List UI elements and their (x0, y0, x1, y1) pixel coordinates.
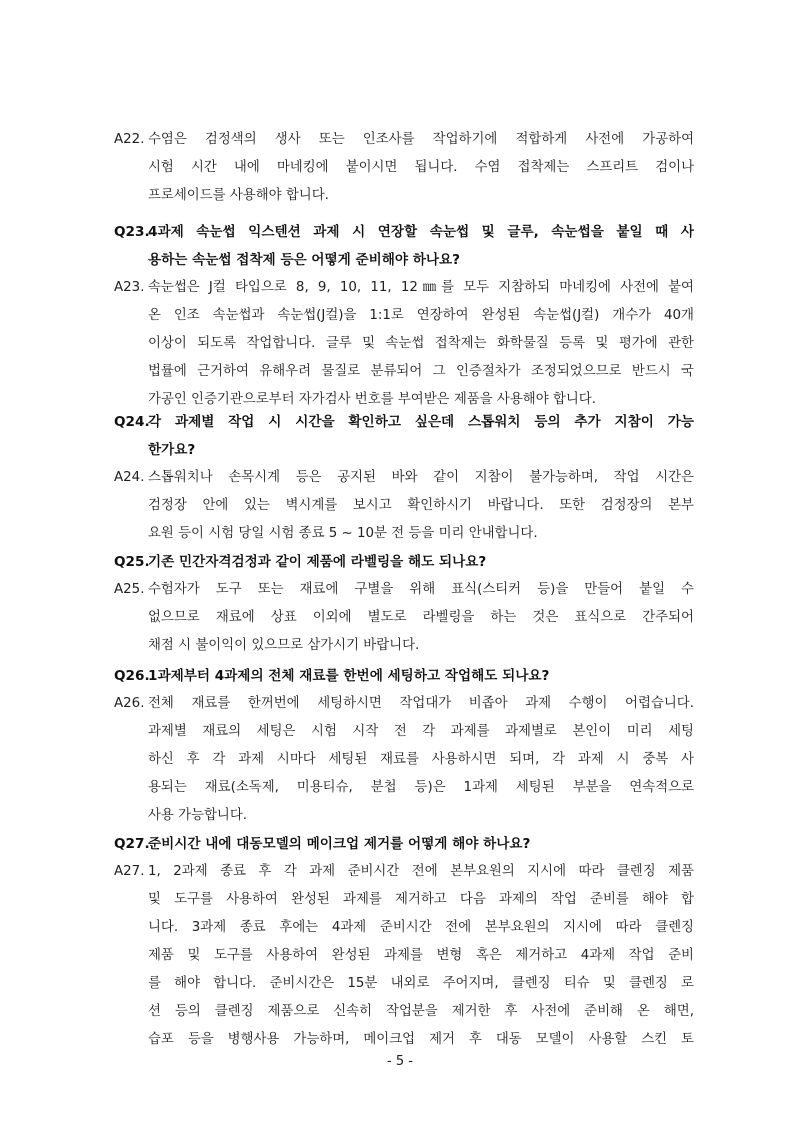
answer-line (114, 632, 694, 660)
answer-text: 법률에 근거하여 유해우려 물질로 분류되어 그 인증절차가 조정되었으므로 반드시 국 (148, 364, 694, 379)
answer-line (114, 126, 694, 154)
question-line (114, 218, 694, 246)
answer-label: A23. (114, 280, 145, 295)
answer-26 (114, 690, 694, 830)
answer-text: 및 도구를 사용하여 완성된 과제를 제거하고 다음 과제의 작업 준비를 해야 합 (148, 892, 694, 907)
qa-block-24 (114, 408, 694, 548)
question-label: Q27. (114, 836, 150, 852)
answer-label: A24. (114, 470, 145, 485)
page-number: - 5 - (387, 1054, 413, 1069)
answer-text: 니다. 3과제 종료 후에는 4과제 준비시간 전에 본부요원의 지시에 따라 클렌징 (148, 920, 694, 935)
answer-line (114, 358, 694, 386)
answer-text: 를 해야 합니다. 준비시간은 15분 내외로 주어지며, 클렌징 티슈 및 클렌징 로 (148, 976, 694, 991)
question-line (114, 436, 694, 464)
question-text: 1과제부터 4과제의 전체 재료를 한번에 세팅하고 작업해도 되나요? (148, 668, 550, 684)
answer-label: A22. (114, 132, 145, 147)
answer-text: 1, 2과제 종료 후 각 과제 준비시간 전에 본부요원의 지시에 따라 클렌징 제품 (148, 864, 694, 879)
question-line (114, 246, 694, 274)
answer-text: 전체 재료를 한꺼번에 세팅하시면 작업대가 비좁아 과제 수행이 어렵습니다. (148, 696, 694, 711)
answer-line (114, 858, 694, 886)
question-label: Q26. (114, 668, 150, 684)
question-text: 4과제 속눈썹 익스텐션 과제 시 연장할 속눈썹 및 글루, 속눈썹을 붙일 때 사 (148, 224, 694, 240)
answer-line (114, 998, 694, 1026)
question-line (114, 662, 694, 690)
answer-text: 용되는 재료(소독제, 미용티슈, 분첩 등)은 1과제 세팅된 부분을 연속적으로 (148, 780, 694, 795)
answer-line (114, 746, 694, 774)
question-line (114, 548, 694, 576)
answer-text: 이상이 되도록 작업합니다. 글루 및 속눈썹 접착제는 화학물질 등록 및 평가에 관한 (148, 336, 694, 351)
question-text: 기존 민간자격검정과 같이 제품에 라벨링을 해도 되나요? (148, 554, 487, 570)
answer-line (114, 718, 694, 746)
question-27 (114, 830, 694, 858)
answer-27 (114, 858, 694, 1054)
answer-line (114, 520, 694, 548)
question-line (114, 408, 694, 436)
question-23 (114, 218, 694, 274)
question-label: Q23. (114, 224, 150, 240)
answer-text: 프로세이드를 사용해야 합니다. (148, 188, 329, 203)
answer-22 (114, 126, 694, 210)
question-24 (114, 408, 694, 464)
answer-line (114, 690, 694, 718)
answer-text: 수염은 검정색의 생사 또는 인조사를 작업하기에 적합하게 사전에 가공하여 (148, 132, 694, 147)
answer-text: 션 등의 클렌징 제품으로 신속히 작업분을 제거한 후 사전에 준비해 온 해면, (148, 1004, 694, 1019)
answer-text: 하신 후 각 과제 시마다 세팅된 재료를 사용하시면 되며, 각 과제 시 중복 사 (148, 752, 694, 767)
answer-line (114, 464, 694, 492)
qa-block-23 (114, 218, 694, 414)
answer-line (114, 802, 694, 830)
qa-block-27 (114, 830, 694, 1054)
question-line (114, 830, 694, 858)
answer-label: A25. (114, 582, 145, 597)
question-text: 각 과제별 작업 시 시간을 확인하고 싶은데 스톱워치 등의 추가 지참이 가능 (148, 414, 694, 430)
answer-text: 채점 시 불이익이 있으므로 삼가시기 바랍니다. (148, 638, 420, 653)
answer-text: 과제별 재료의 세팅은 시험 시작 전 각 과제를 과제별로 본인이 미리 세팅 (148, 724, 694, 739)
answer-23 (114, 274, 694, 414)
answer-line (114, 182, 694, 210)
question-label: Q24. (114, 414, 150, 430)
answer-line (114, 604, 694, 632)
answer-text: 사용 가능합니다. (148, 808, 248, 823)
answer-label: A27. (114, 864, 145, 879)
qa-block-22 (114, 126, 694, 210)
qa-block-25 (114, 548, 694, 660)
question-label: Q25. (114, 554, 150, 570)
answer-text: 습포 등을 병행사용 가능하며, 메이크업 제거 후 대동 모델이 사용할 스킨 토 (148, 1032, 694, 1047)
answer-text: 온 인조 속눈썹과 속눈썹(J컬)을 1:1로 연장하여 완성된 속눈썹(J컬) 개수가 40개 (148, 308, 694, 323)
answer-line (114, 970, 694, 998)
answer-text: 요원 등이 시험 당일 시험 종료 5 ~ 10분 전 등을 미리 안내합니다. (148, 526, 538, 541)
answer-line (114, 274, 694, 302)
answer-text: 제품 및 도구를 사용하여 완성된 과제를 변형 혹은 제거하고 4과제 작업 준비 (148, 948, 694, 963)
answer-text: 가공인 인증기관으로부터 자가검사 번호를 부여받은 제품을 사용해야 합니다. (148, 392, 596, 407)
question-26 (114, 662, 694, 690)
answer-line (114, 886, 694, 914)
question-text: 준비시간 내에 대동모델의 메이크업 제거를 어떻게 해야 하나요? (148, 836, 531, 852)
answer-line (114, 330, 694, 358)
answer-text: 속눈썹은 J컬 타입으로 8, 9, 10, 11, 12㎜를 모두 지참하되 마네킹에 사전에 붙여 (148, 280, 694, 295)
answer-line (114, 942, 694, 970)
answer-line (114, 914, 694, 942)
answer-text: 검정장 안에 있는 벽시계를 보시고 확인하시기 바랍니다. 또한 검정장의 본부 (148, 498, 694, 513)
qa-block-26 (114, 662, 694, 830)
answer-25 (114, 576, 694, 660)
answer-text: 없으므로 재료에 상표 이외에 별도로 라벨링을 하는 것은 표식으로 간주되어 (148, 610, 694, 625)
answer-text: 스톱워치나 손목시계 등은 공지된 바와 같이 지참이 불가능하며, 작업 시간은 (148, 470, 694, 485)
answer-label: A26. (114, 696, 145, 711)
answer-line (114, 154, 694, 182)
question-text: 용하는 속눈썹 접착제 등은 어떻게 준비해야 하나요? (148, 252, 461, 268)
answer-line (114, 492, 694, 520)
answer-line (114, 302, 694, 330)
answer-text: 수험자가 도구 또는 재료에 구별을 위해 표식(스티커 등)을 만들어 붙일 수 (148, 582, 694, 597)
answer-text: 시험 시간 내에 마네킹에 붙이시면 됩니다. 수염 접착제는 스프리트 검이나 (148, 160, 694, 175)
answer-line (114, 576, 694, 604)
question-25 (114, 548, 694, 576)
answer-line (114, 1026, 694, 1054)
answer-line (114, 774, 694, 802)
answer-24 (114, 464, 694, 548)
question-text: 한가요? (148, 442, 196, 458)
